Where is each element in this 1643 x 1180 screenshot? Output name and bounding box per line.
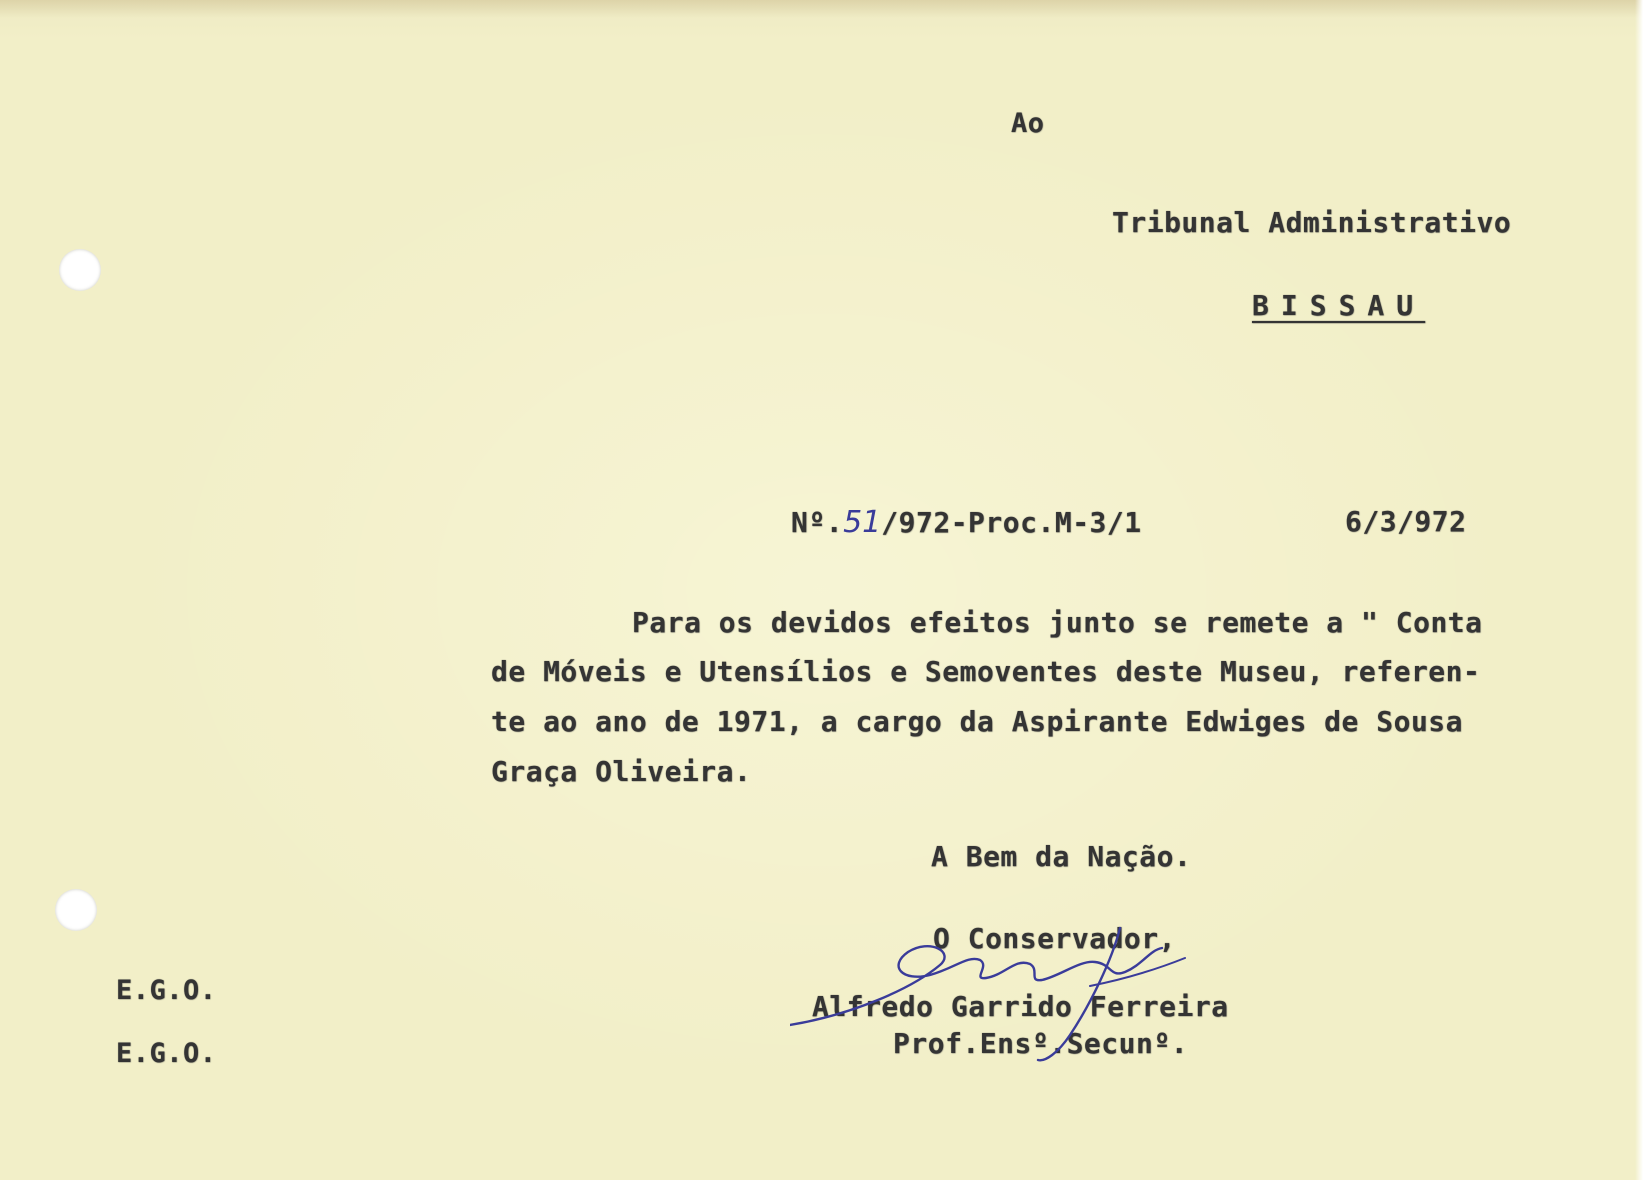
closing-salutation: A Bem da Nação.: [931, 840, 1192, 873]
body-line: te ao ano de 1971, a cargo da Aspirante Edwiges de Sousa: [491, 705, 1464, 738]
body-line: Para os devidos efeitos junto se remete a " Conta: [632, 606, 1483, 639]
typist-initials: E.G.O.: [116, 1038, 217, 1069]
addressee-city: BISSAU: [1252, 289, 1426, 322]
body-line: de Móveis e Utensílios e Semoventes deste Museu, referen-: [491, 655, 1481, 688]
signer-title: Prof.Ensº.Secunº.: [893, 1027, 1189, 1060]
signer-name: Alfredo Garrido Ferreira: [812, 990, 1229, 1023]
signer-role: O Conservador,: [933, 922, 1177, 955]
reference-number-handwritten: 51: [843, 505, 882, 540]
reference-line: [791, 505, 1142, 540]
letter-date: 6/3/972: [1345, 505, 1467, 538]
typist-initials: E.G.O.: [116, 975, 217, 1006]
addressee-name: Tribunal Administrativo: [1112, 206, 1512, 239]
paper-top-edge: [0, 0, 1643, 18]
punch-hole-bottom: [55, 889, 97, 931]
body-line: Graça Oliveira.: [491, 755, 752, 788]
punch-hole-top: [59, 249, 101, 291]
reference-prefix: Nº.: [791, 506, 844, 539]
addressee-prefix: Ao: [1011, 108, 1045, 139]
reference-suffix: /972-Proc.M-3/1: [881, 506, 1142, 539]
